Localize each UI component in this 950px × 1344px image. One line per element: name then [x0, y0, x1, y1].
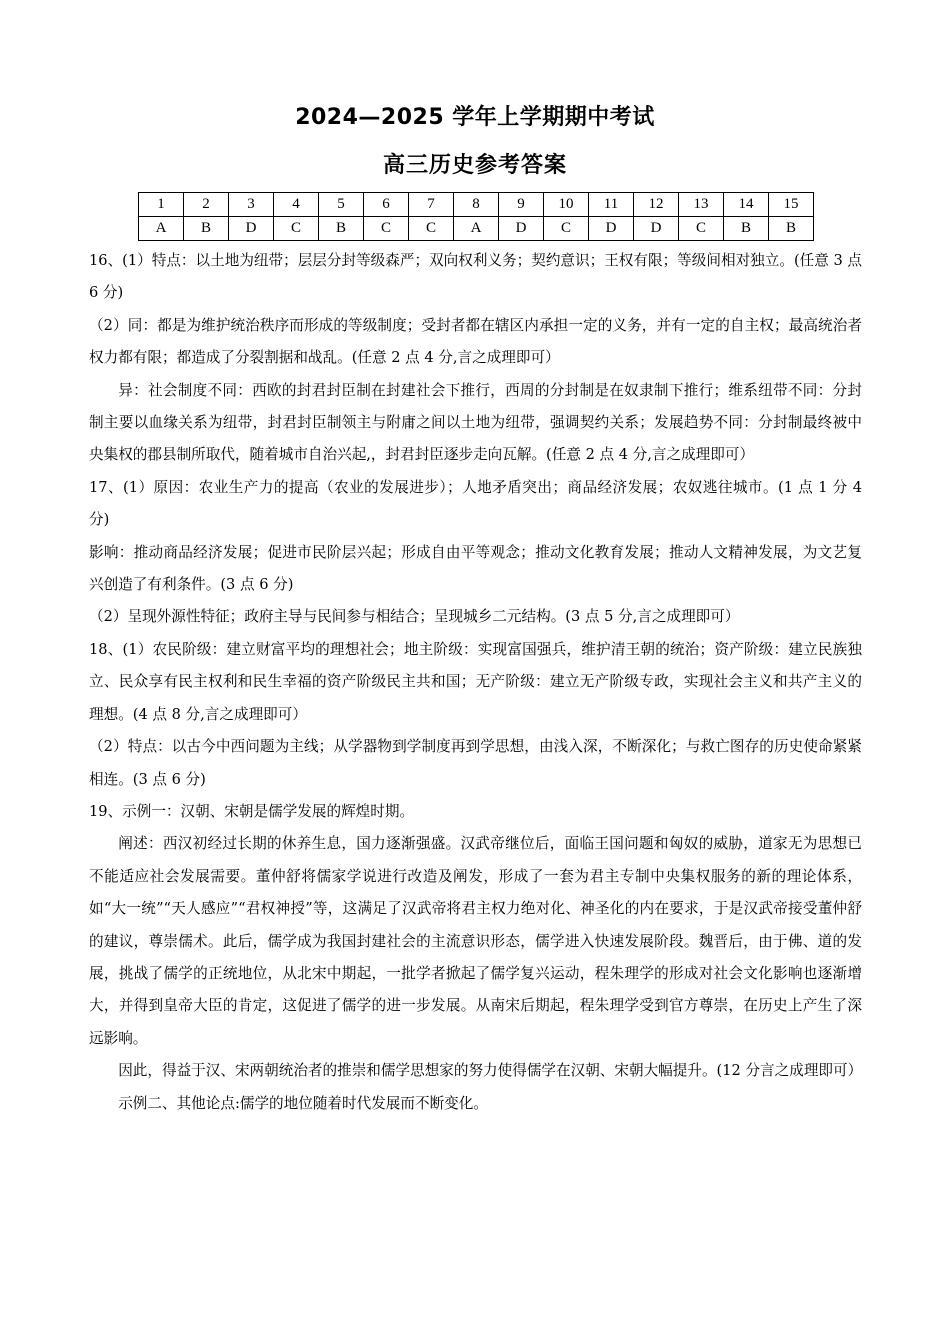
question-number: 13	[679, 193, 724, 217]
answer-letter: C	[409, 217, 454, 241]
answer-letter-row	[139, 217, 814, 241]
q17-part2: （2）呈现外源性特征；政府主导与民间参与相结合；呈现城乡二元结构。(3 点 5 分,言之成理即可）	[89, 608, 740, 626]
answer-letter: B	[724, 217, 769, 241]
question-number: 15	[769, 193, 814, 217]
question-number: 9	[499, 193, 544, 217]
question-number: 4	[274, 193, 319, 217]
question-number: 1	[139, 193, 184, 217]
question-number: 6	[364, 193, 409, 217]
q19-example1-elaboration: 阐述：西汉初经过长期的休养生息，国力逐渐强盛。汉武帝继位后，面临王国问题和匈奴的威胁，道家无为思想已不能适应社会发展需要。董仲舒将儒家学说进行改造及阐发，形成了一套为君主专制中央集权服务的新的理论体系，如“大一统”“天人感应”“君权神授”等，这满足了汉武帝将君主权力绝对化、神圣化的内在要求，于是汉武帝接受董仲舒的建议，尊崇儒术。此后，儒学成为我国封建社会的主流意识形态，儒学进入快速发展阶段。魏晋后，由于佛、道的发展，挑战了儒学的正统地位，从北宋中期起，一批学者掀起了儒学复兴运动，程朱理学的形成对社会文化影响也逐渐增大，并得到皇帝大臣的肯定，这促进了儒学的进一步发展。从南宋后期起，程朱理学受到官方尊崇，在历史上产生了深远影响。	[89, 835, 862, 1047]
question-number: 3	[229, 193, 274, 217]
answer-key-subtitle: 高三历史参考答案	[382, 153, 567, 178]
answer-table	[138, 192, 814, 241]
question-number: 14	[724, 193, 769, 217]
question-number: 5	[319, 193, 364, 217]
q16-part1: 16、(1）特点：以土地为纽带；层层分封等级森严；双向权利义务；契约意识；王权有限；等级间相对独立。(任意 3 点 6 分)	[89, 252, 862, 302]
q17-part1-impact: 影响：推动商品经济发展；促进市民阶层兴起；形成自由平等观念；推动文化教育发展；推动人文精神发展，为文艺复兴创造了有利条件。(3 点 6 分)	[89, 543, 862, 594]
q18-part1: 18、(1）农民阶级：建立财富平均的理想社会；地主阶级：实现富国强兵，维护清王朝的统治；资产阶级：建立民族独立、民众享有民主权利和民生幸福的资产阶级民主共和国；无产阶级：建立无产阶级专政，实现社会主义和共产主义的理想。(4 点 8 分,言之成理即可）	[89, 640, 862, 723]
q17-part1-reasons: 17、(1）原因：农业生产力的提高（农业的发展进步）；人地矛盾突出；商品经济发展；农奴逃往城市。(1 点 1 分 4 分)	[89, 478, 862, 529]
answer-body	[89, 245, 862, 1120]
q19-example1-conclusion: 因此，得益于汉、宋两朝统治者的推崇和儒学思想家的努力使得儒学在汉朝、宋朝大幅提升。(12 分言之成理即可）	[118, 1062, 863, 1080]
question-number: 11	[589, 193, 634, 217]
answer-letter: C	[544, 217, 589, 241]
q19-example1-thesis: 19、示例一：汉朝、宋朝是儒学发展的辉煌时期。	[89, 802, 415, 820]
question-number: 12	[634, 193, 679, 217]
answer-letter: D	[634, 217, 679, 241]
answer-letter: B	[319, 217, 364, 241]
answer-letter: D	[589, 217, 634, 241]
question-number: 2	[184, 193, 229, 217]
answer-letter: A	[454, 217, 499, 241]
question-number-row	[139, 193, 814, 217]
answer-letter: D	[229, 217, 274, 241]
question-number: 8	[454, 193, 499, 217]
answer-letter: B	[184, 217, 229, 241]
answer-letter: C	[679, 217, 724, 241]
answer-letter: C	[274, 217, 319, 241]
question-number: 7	[409, 193, 454, 217]
exam-title: 2024—2025 学年上学期期中考试	[295, 105, 655, 130]
q16-part2-differences: 异：社会制度不同：西欧的封君封臣制在封建社会下推行，西周的分封制是在奴隶制下推行；维系纽带不同：分封制主要以血缘关系为纽带，封君封臣制领主与附庸之间以土地为纽带，强调契约关系；发展趋势不同：分封制最终被中央集权的郡县制所取代，随着城市自治兴起,，封君封臣逐步走向瓦解。(任意 2 点 4 分,言之成理即可）	[89, 381, 862, 464]
q16-part2-similarities: （2）同：都是为维护统治秩序而形成的等级制度；受封者都在辖区内承担一定的义务，并有一定的自主权；最高统治者权力都有限；都造成了分裂割据和战乱。(任意 2 点 4 分,言之成理即可）	[89, 316, 862, 367]
answer-letter: A	[139, 217, 184, 241]
answer-letter: D	[499, 217, 544, 241]
question-number: 10	[544, 193, 589, 217]
q18-part2: （2）特点：以古今中西问题为主线；从学器物到学制度再到学思想，由浅入深，不断深化；与救亡图存的历史使命紧紧相连。(3 点 6 分)	[89, 738, 862, 788]
answer-letter: B	[769, 217, 814, 241]
q19-example2: 示例二、其他论点:儒学的地位随着时代发展而不断变化。	[118, 1094, 488, 1112]
answer-letter: C	[364, 217, 409, 241]
